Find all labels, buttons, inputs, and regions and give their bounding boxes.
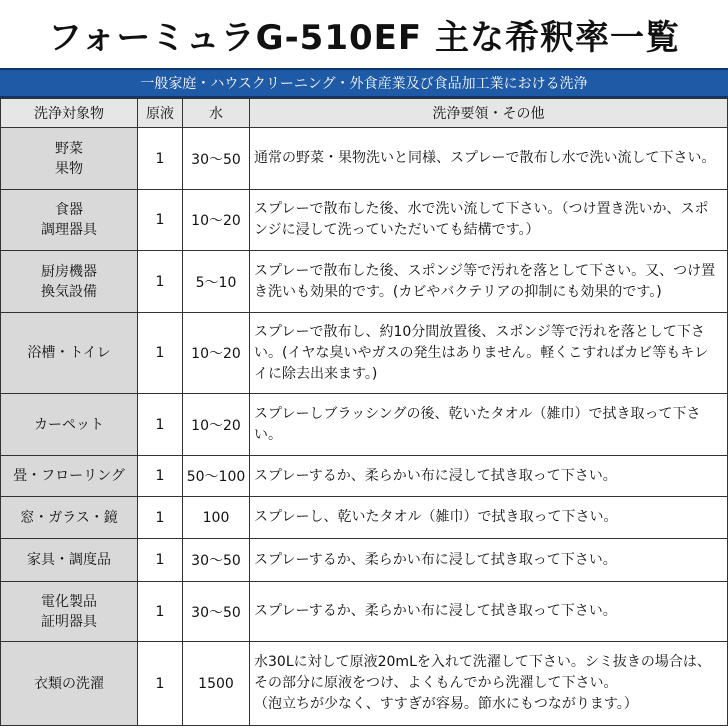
row-water: 1500 [183,642,250,726]
row-undiluted: 1 [138,190,183,251]
row-notes: スプレーするか、柔らかい布に浸して拭き取って下さい。 [250,582,728,642]
table-row [1,190,728,251]
row-target: 電化製品 証明器具 [1,582,138,642]
row-target: カーペット [1,394,138,456]
row-target: 窓・ガラス・鏡 [1,497,138,539]
table-row [1,539,728,582]
row-water: 10〜20 [183,394,250,456]
row-notes: スプレーし、乾いたタオル（雑巾）で拭き取って下さい。 [250,497,728,539]
row-target: 畳・フローリング [1,456,138,497]
row-notes: スプレーで散布し、約10分間放置後、スポンジ等で汚れを落として下さい。(イヤな臭いやガスの発生はありません。軽くこすればカビ等もキレイに除去出来ます。) [250,313,728,394]
row-notes: スプレーするか、柔らかい布に浸して拭き取って下さい。 [250,456,728,497]
row-target: 野菜 果物 [1,128,138,190]
header-target: 洗浄対象物 [1,99,138,128]
table-row [1,251,728,313]
row-undiluted: 1 [138,456,183,497]
row-undiluted: 1 [138,539,183,582]
row-target: 浴槽・トイレ [1,313,138,394]
row-water: 30〜50 [183,582,250,642]
table-row [1,313,728,394]
row-notes: スプレーするか、柔らかい布に浸して拭き取って下さい。 [250,539,728,582]
table-header-row [1,99,728,128]
table-row [1,582,728,642]
row-undiluted: 1 [138,642,183,726]
row-undiluted: 1 [138,128,183,190]
row-water: 30〜50 [183,539,250,582]
dilution-table [0,98,728,726]
row-undiluted: 1 [138,394,183,456]
row-undiluted: 1 [138,497,183,539]
row-undiluted: 1 [138,313,183,394]
row-notes: スプレーで散布した後、スポンジ等で汚れを落として下さい。又、つけ置き洗いも効果的です。(カビやバクテリアの抑制にも効果的です。) [250,251,728,313]
row-notes: スプレーで散布した後、水で洗い流して下さい。（つけ置き洗いか、スポンジに浸して洗っていただいても結構です。） [250,190,728,251]
row-water: 50〜100 [183,456,250,497]
row-notes: スプレーしブラッシングの後、乾いたタオル（雑巾）で拭き取って下さい。 [250,394,728,456]
header-notes: 洗浄要領・その他 [250,99,728,128]
table-row [1,394,728,456]
table-row [1,456,728,497]
row-target: 衣類の洗濯 [1,642,138,726]
row-water: 100 [183,497,250,539]
row-water: 5〜10 [183,251,250,313]
row-target: 食器 調理器具 [1,190,138,251]
header-water: 水 [183,99,250,128]
row-notes: 水30Lに対して原液20mLを入れて洗濯して下さい。シミ抜きの場合は、その部分に原液をつけ、よくもんでから洗濯して下さい。 （泡立ちが少なく、すすぎが容易。節水にもつながります。） [250,642,728,726]
row-target: 厨房機器 換気設備 [1,251,138,313]
category-banner: 一般家庭・ハウスクリーニング・外食産業及び食品加工業における洗浄 [0,68,728,98]
row-water: 10〜20 [183,313,250,394]
table-row [1,497,728,539]
row-undiluted: 1 [138,251,183,313]
row-target: 家具・調度品 [1,539,138,582]
table-row [1,642,728,726]
table-row [1,128,728,190]
row-undiluted: 1 [138,582,183,642]
row-water: 30〜50 [183,128,250,190]
page-title: フォーミュラG-510EF 主な希釈率一覧 [48,17,680,58]
header-undiluted: 原液 [138,99,183,128]
row-notes: 通常の野菜・果物洗いと同様、スプレーで散布し水で洗い流して下さい。 [250,128,728,190]
row-water: 10〜20 [183,190,250,251]
